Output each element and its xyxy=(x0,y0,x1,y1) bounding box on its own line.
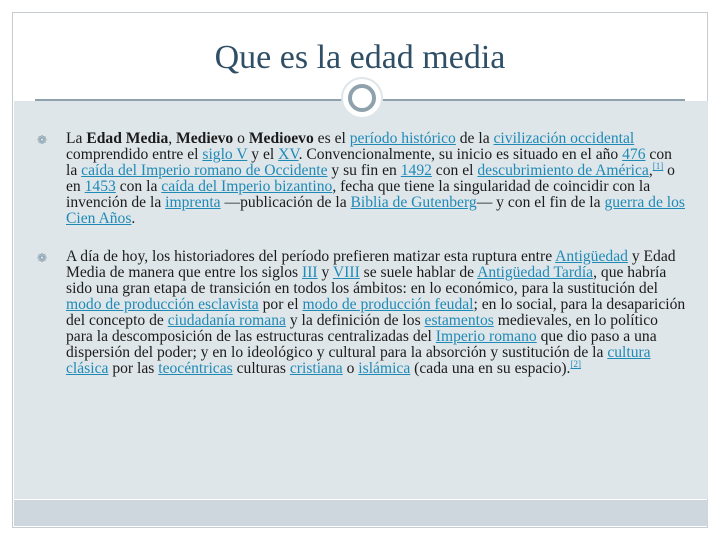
circle-ornament-icon xyxy=(341,77,383,119)
link-periodo-historico[interactable]: período histórico xyxy=(349,130,456,147)
link-siglo-iii[interactable]: III xyxy=(302,264,318,281)
text: ; en lo social, para la desaparición del concepto de xyxy=(66,296,686,329)
text: —publicación de la xyxy=(220,194,351,211)
text: , fecha que tiene la singularidad de coincidir con la invención de la xyxy=(66,178,651,211)
link-1492[interactable]: 1492 xyxy=(400,162,432,179)
bold-term-medievo: Medievo xyxy=(176,130,234,147)
link-biblia-gutenberg[interactable]: Biblia de Gutenberg xyxy=(350,194,477,211)
text: se suele hablar de xyxy=(359,264,478,281)
link-civilizacion-occidental[interactable]: civilización occidental xyxy=(493,130,635,147)
text: con la xyxy=(66,146,672,179)
link-imprenta[interactable]: imprenta xyxy=(165,194,221,211)
link-xv[interactable]: XV xyxy=(278,146,299,163)
slide xyxy=(12,12,708,528)
bold-term-medioevo: Medioevo xyxy=(248,130,314,147)
bullet-paragraph-1 xyxy=(37,131,687,227)
link-siglo-viii[interactable]: VIII xyxy=(332,264,360,281)
bold-term-edad-media: Edad Media xyxy=(86,130,169,147)
text: medievales, en lo político para la descomposición de las estructuras centralizadas del xyxy=(66,312,658,345)
text: y xyxy=(317,264,333,281)
link-modo-produccion-esclavista[interactable]: modo de producción esclavista xyxy=(66,296,259,313)
reference-link-2[interactable]: [2] xyxy=(570,358,581,369)
text: por las xyxy=(108,360,159,377)
text: con el xyxy=(431,162,478,179)
link-descubrimiento-america[interactable]: descubrimiento de América xyxy=(477,162,649,179)
text: La xyxy=(66,130,87,147)
bullet-icon: ❁ xyxy=(37,133,48,147)
link-cultura-clasica[interactable]: cultura clásica xyxy=(66,344,651,377)
text: y Edad Media de manera que entre los siglos xyxy=(66,248,676,281)
text: A día de hoy, los historiadores del período prefieren matizar esta ruptura entre xyxy=(66,248,556,265)
text: . xyxy=(131,210,136,227)
link-estamentos[interactable]: estamentos xyxy=(424,312,494,329)
slide-content xyxy=(37,131,687,399)
link-cristiana[interactable]: cristiana xyxy=(289,360,343,377)
text: o xyxy=(233,130,249,147)
link-siglo-v[interactable]: siglo V xyxy=(202,146,248,163)
link-antiguedad-tardia[interactable]: Antigüedad Tardía xyxy=(477,264,594,281)
link-ciudadania-romana[interactable]: ciudadanía romana xyxy=(167,312,286,329)
text: , que habría sido una gran etapa de transición en todos los ámbitos: en lo económico, para la sustitución del xyxy=(66,264,667,297)
link-guerra-cien-anos[interactable]: guerra de los Cien Años xyxy=(66,194,685,227)
text: . Convencionalmente, su inicio es situado en el año xyxy=(298,146,623,163)
slide-title: Que es la edad media xyxy=(214,39,506,76)
text: es el xyxy=(313,130,350,147)
text: por el xyxy=(258,296,303,313)
link-caida-imperio-occidente[interactable]: caída del Imperio romano de Occidente xyxy=(81,162,328,179)
text: — y con el fin de la xyxy=(476,194,605,211)
text: y su fin en xyxy=(327,162,401,179)
link-imperio-romano[interactable]: Imperio romano xyxy=(435,328,537,345)
ornament-ring xyxy=(348,84,376,112)
text: culturas xyxy=(232,360,290,377)
link-modo-produccion-feudal[interactable]: modo de producción feudal xyxy=(302,296,474,313)
text: (cada una en su espacio). xyxy=(410,360,571,377)
link-teocentricas[interactable]: teocéntricas xyxy=(158,360,233,377)
text: con la xyxy=(115,178,162,195)
link-1453[interactable]: 1453 xyxy=(84,178,116,195)
slide-footer-band xyxy=(14,500,708,526)
text: , xyxy=(648,162,653,179)
text: , xyxy=(168,130,177,147)
text: comprendido entre el xyxy=(66,146,203,163)
link-caida-imperio-bizantino[interactable]: caída del Imperio bizantino xyxy=(161,178,333,195)
reference-link-1[interactable]: [1] xyxy=(652,160,664,171)
link-antiguedad[interactable]: Antigüedad xyxy=(555,248,628,265)
bullet-icon: ❁ xyxy=(37,251,48,265)
text: que dio paso a una dispersión del poder; y en lo ideológico y cultural para la absorción y sustitución de la xyxy=(66,328,657,361)
bullet-paragraph-2 xyxy=(37,249,687,377)
link-islamica[interactable]: islámica xyxy=(358,360,411,377)
text: de la xyxy=(455,130,494,147)
text: y la definición de los xyxy=(285,312,425,329)
text: o xyxy=(342,360,359,377)
text: o en xyxy=(66,162,675,195)
text: y el xyxy=(247,146,279,163)
link-476[interactable]: 476 xyxy=(622,146,646,163)
